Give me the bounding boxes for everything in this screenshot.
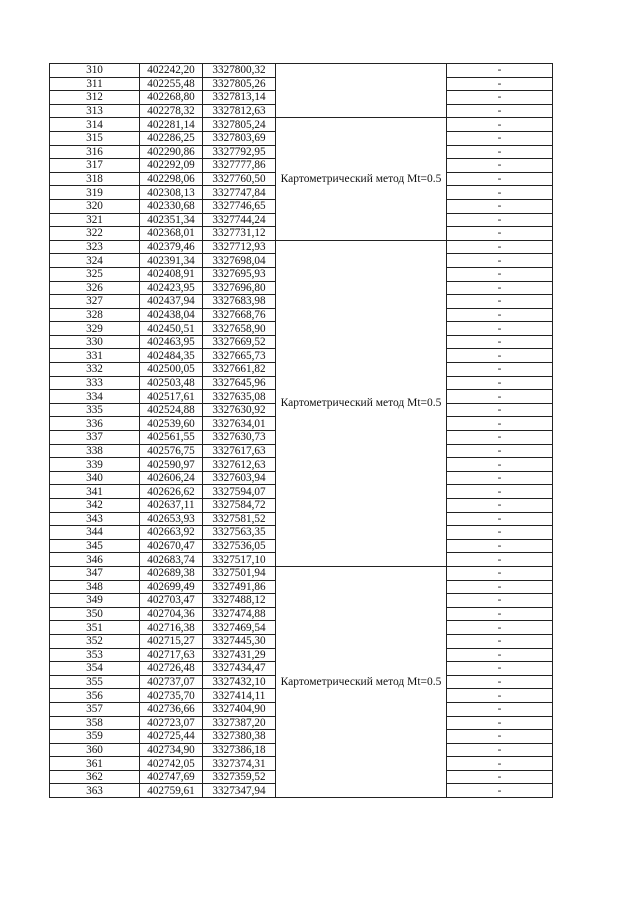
- x-coordinate-cell: 402286,25: [140, 131, 203, 145]
- point-number-cell: 310: [50, 64, 140, 78]
- x-coordinate-cell: 402351,34: [140, 213, 203, 227]
- x-coordinate-cell: 402726,48: [140, 662, 203, 676]
- point-number-cell: 344: [50, 526, 140, 540]
- y-coordinate-cell: 3327665,73: [203, 349, 276, 363]
- note-cell: -: [447, 526, 553, 540]
- y-coordinate-cell: 3327668,76: [203, 308, 276, 322]
- x-coordinate-cell: 402576,75: [140, 444, 203, 458]
- point-number-cell: 336: [50, 417, 140, 431]
- note-cell: -: [447, 295, 553, 309]
- x-coordinate-cell: 402725,44: [140, 730, 203, 744]
- y-coordinate-cell: 3327698,04: [203, 254, 276, 268]
- coordinates-table: [49, 63, 553, 798]
- y-coordinate-cell: 3327612,63: [203, 458, 276, 472]
- y-coordinate-cell: 3327696,80: [203, 281, 276, 295]
- point-number-cell: 321: [50, 213, 140, 227]
- point-number-cell: 346: [50, 553, 140, 567]
- note-cell: -: [447, 308, 553, 322]
- y-coordinate-cell: 3327603,94: [203, 471, 276, 485]
- note-cell: -: [447, 118, 553, 132]
- note-cell: -: [447, 91, 553, 105]
- note-cell: -: [447, 444, 553, 458]
- y-coordinate-cell: 3327387,20: [203, 716, 276, 730]
- y-coordinate-cell: 3327581,52: [203, 512, 276, 526]
- coordinates-sheet: [49, 63, 551, 798]
- point-number-cell: 350: [50, 607, 140, 621]
- point-number-cell: 317: [50, 159, 140, 173]
- point-number-cell: 323: [50, 240, 140, 254]
- point-number-cell: 362: [50, 770, 140, 784]
- y-coordinate-cell: 3327347,94: [203, 784, 276, 798]
- note-cell: -: [447, 335, 553, 349]
- note-cell: -: [447, 702, 553, 716]
- x-coordinate-cell: 402737,07: [140, 675, 203, 689]
- y-coordinate-cell: 3327695,93: [203, 267, 276, 281]
- y-coordinate-cell: 3327746,65: [203, 199, 276, 213]
- y-coordinate-cell: 3327404,90: [203, 702, 276, 716]
- point-number-cell: 360: [50, 743, 140, 757]
- note-cell: -: [447, 689, 553, 703]
- y-coordinate-cell: 3327536,05: [203, 539, 276, 553]
- y-coordinate-cell: 3327432,10: [203, 675, 276, 689]
- y-coordinate-cell: 3327617,63: [203, 444, 276, 458]
- note-cell: -: [447, 77, 553, 91]
- y-coordinate-cell: 3327658,90: [203, 322, 276, 336]
- method-cell: Картометрический метод Mt=0.5: [276, 566, 447, 797]
- note-cell: -: [447, 213, 553, 227]
- point-number-cell: 361: [50, 757, 140, 771]
- x-coordinate-cell: 402715,27: [140, 634, 203, 648]
- note-cell: -: [447, 784, 553, 798]
- note-cell: -: [447, 254, 553, 268]
- point-number-cell: 351: [50, 621, 140, 635]
- y-coordinate-cell: 3327386,18: [203, 743, 276, 757]
- x-coordinate-cell: 402517,61: [140, 390, 203, 404]
- x-coordinate-cell: 402278,32: [140, 104, 203, 118]
- x-coordinate-cell: 402759,61: [140, 784, 203, 798]
- y-coordinate-cell: 3327501,94: [203, 566, 276, 580]
- note-cell: -: [447, 553, 553, 567]
- point-number-cell: 319: [50, 186, 140, 200]
- x-coordinate-cell: 402703,47: [140, 594, 203, 608]
- note-cell: -: [447, 431, 553, 445]
- x-coordinate-cell: 402716,38: [140, 621, 203, 635]
- y-coordinate-cell: 3327669,52: [203, 335, 276, 349]
- x-coordinate-cell: 402438,04: [140, 308, 203, 322]
- point-number-cell: 332: [50, 363, 140, 377]
- point-number-cell: 329: [50, 322, 140, 336]
- x-coordinate-cell: 402503,48: [140, 376, 203, 390]
- x-coordinate-cell: 402437,94: [140, 295, 203, 309]
- note-cell: -: [447, 390, 553, 404]
- note-cell: -: [447, 770, 553, 784]
- y-coordinate-cell: 3327474,88: [203, 607, 276, 621]
- x-coordinate-cell: 402561,55: [140, 431, 203, 445]
- point-number-cell: 327: [50, 295, 140, 309]
- x-coordinate-cell: 402308,13: [140, 186, 203, 200]
- note-cell: -: [447, 199, 553, 213]
- note-cell: -: [447, 363, 553, 377]
- point-number-cell: 328: [50, 308, 140, 322]
- y-coordinate-cell: 3327777,86: [203, 159, 276, 173]
- note-cell: -: [447, 634, 553, 648]
- point-number-cell: 349: [50, 594, 140, 608]
- point-number-cell: 353: [50, 648, 140, 662]
- y-coordinate-cell: 3327431,29: [203, 648, 276, 662]
- x-coordinate-cell: 402391,34: [140, 254, 203, 268]
- note-cell: -: [447, 757, 553, 771]
- y-coordinate-cell: 3327445,30: [203, 634, 276, 648]
- y-coordinate-cell: 3327731,12: [203, 227, 276, 241]
- point-number-cell: 326: [50, 281, 140, 295]
- x-coordinate-cell: 402524,88: [140, 403, 203, 417]
- point-number-cell: 357: [50, 702, 140, 716]
- x-coordinate-cell: 402330,68: [140, 199, 203, 213]
- point-number-cell: 355: [50, 675, 140, 689]
- y-coordinate-cell: 3327712,93: [203, 240, 276, 254]
- note-cell: -: [447, 159, 553, 173]
- note-cell: -: [447, 322, 553, 336]
- point-number-cell: 341: [50, 485, 140, 499]
- x-coordinate-cell: 402663,92: [140, 526, 203, 540]
- x-coordinate-cell: 402735,70: [140, 689, 203, 703]
- x-coordinate-cell: 402689,38: [140, 566, 203, 580]
- point-number-cell: 343: [50, 512, 140, 526]
- y-coordinate-cell: 3327760,50: [203, 172, 276, 186]
- y-coordinate-cell: 3327584,72: [203, 499, 276, 513]
- point-number-cell: 339: [50, 458, 140, 472]
- method-cell: Картометрический метод Mt=0.5: [276, 118, 447, 240]
- note-cell: -: [447, 417, 553, 431]
- note-cell: -: [447, 607, 553, 621]
- method-cell: Картометрический метод Mt=0.5: [276, 240, 447, 566]
- note-cell: -: [447, 471, 553, 485]
- x-coordinate-cell: 402736,66: [140, 702, 203, 716]
- y-coordinate-cell: 3327635,08: [203, 390, 276, 404]
- y-coordinate-cell: 3327744,24: [203, 213, 276, 227]
- x-coordinate-cell: 402747,69: [140, 770, 203, 784]
- y-coordinate-cell: 3327434,47: [203, 662, 276, 676]
- y-coordinate-cell: 3327359,52: [203, 770, 276, 784]
- point-number-cell: 345: [50, 539, 140, 553]
- point-number-cell: 347: [50, 566, 140, 580]
- x-coordinate-cell: 402699,49: [140, 580, 203, 594]
- x-coordinate-cell: 402408,91: [140, 267, 203, 281]
- table-row: [50, 64, 553, 78]
- x-coordinate-cell: 402683,74: [140, 553, 203, 567]
- y-coordinate-cell: 3327488,12: [203, 594, 276, 608]
- note-cell: -: [447, 662, 553, 676]
- y-coordinate-cell: 3327634,01: [203, 417, 276, 431]
- note-cell: -: [447, 566, 553, 580]
- table-row: [50, 118, 553, 132]
- point-number-cell: 358: [50, 716, 140, 730]
- point-number-cell: 322: [50, 227, 140, 241]
- note-cell: -: [447, 512, 553, 526]
- y-coordinate-cell: 3327792,95: [203, 145, 276, 159]
- x-coordinate-cell: 402379,46: [140, 240, 203, 254]
- point-number-cell: 334: [50, 390, 140, 404]
- y-coordinate-cell: 3327517,10: [203, 553, 276, 567]
- y-coordinate-cell: 3327469,54: [203, 621, 276, 635]
- table-row: [50, 566, 553, 580]
- x-coordinate-cell: 402368,01: [140, 227, 203, 241]
- point-number-cell: 340: [50, 471, 140, 485]
- point-number-cell: 330: [50, 335, 140, 349]
- x-coordinate-cell: 402606,24: [140, 471, 203, 485]
- note-cell: -: [447, 539, 553, 553]
- x-coordinate-cell: 402292,09: [140, 159, 203, 173]
- x-coordinate-cell: 402423,95: [140, 281, 203, 295]
- x-coordinate-cell: 402463,95: [140, 335, 203, 349]
- y-coordinate-cell: 3327645,96: [203, 376, 276, 390]
- point-number-cell: 324: [50, 254, 140, 268]
- note-cell: -: [447, 172, 553, 186]
- note-cell: -: [447, 730, 553, 744]
- y-coordinate-cell: 3327563,35: [203, 526, 276, 540]
- x-coordinate-cell: 402653,93: [140, 512, 203, 526]
- x-coordinate-cell: 402590,97: [140, 458, 203, 472]
- note-cell: -: [447, 675, 553, 689]
- point-number-cell: 318: [50, 172, 140, 186]
- point-number-cell: 359: [50, 730, 140, 744]
- y-coordinate-cell: 3327491,86: [203, 580, 276, 594]
- note-cell: -: [447, 227, 553, 241]
- note-cell: -: [447, 403, 553, 417]
- point-number-cell: 342: [50, 499, 140, 513]
- note-cell: -: [447, 648, 553, 662]
- coordinates-table-body: [50, 64, 553, 798]
- y-coordinate-cell: 3327800,32: [203, 64, 276, 78]
- x-coordinate-cell: 402704,36: [140, 607, 203, 621]
- note-cell: -: [447, 716, 553, 730]
- point-number-cell: 356: [50, 689, 140, 703]
- y-coordinate-cell: 3327805,26: [203, 77, 276, 91]
- x-coordinate-cell: 402268,80: [140, 91, 203, 105]
- note-cell: -: [447, 240, 553, 254]
- note-cell: -: [447, 186, 553, 200]
- x-coordinate-cell: 402742,05: [140, 757, 203, 771]
- x-coordinate-cell: 402484,35: [140, 349, 203, 363]
- point-number-cell: 348: [50, 580, 140, 594]
- point-number-cell: 313: [50, 104, 140, 118]
- point-number-cell: 331: [50, 349, 140, 363]
- x-coordinate-cell: 402500,05: [140, 363, 203, 377]
- y-coordinate-cell: 3327594,07: [203, 485, 276, 499]
- y-coordinate-cell: 3327630,73: [203, 431, 276, 445]
- note-cell: -: [447, 743, 553, 757]
- point-number-cell: 337: [50, 431, 140, 445]
- note-cell: -: [447, 499, 553, 513]
- point-number-cell: 325: [50, 267, 140, 281]
- point-number-cell: 312: [50, 91, 140, 105]
- point-number-cell: 315: [50, 131, 140, 145]
- point-number-cell: 352: [50, 634, 140, 648]
- point-number-cell: 316: [50, 145, 140, 159]
- point-number-cell: 335: [50, 403, 140, 417]
- note-cell: -: [447, 104, 553, 118]
- x-coordinate-cell: 402637,11: [140, 499, 203, 513]
- point-number-cell: 338: [50, 444, 140, 458]
- note-cell: -: [447, 281, 553, 295]
- y-coordinate-cell: 3327630,92: [203, 403, 276, 417]
- note-cell: -: [447, 458, 553, 472]
- y-coordinate-cell: 3327812,63: [203, 104, 276, 118]
- note-cell: -: [447, 64, 553, 78]
- y-coordinate-cell: 3327414,11: [203, 689, 276, 703]
- y-coordinate-cell: 3327661,82: [203, 363, 276, 377]
- table-row: [50, 240, 553, 254]
- y-coordinate-cell: 3327805,24: [203, 118, 276, 132]
- x-coordinate-cell: 402281,14: [140, 118, 203, 132]
- note-cell: -: [447, 621, 553, 635]
- point-number-cell: 354: [50, 662, 140, 676]
- note-cell: -: [447, 376, 553, 390]
- note-cell: -: [447, 145, 553, 159]
- x-coordinate-cell: 402298,06: [140, 172, 203, 186]
- y-coordinate-cell: 3327380,38: [203, 730, 276, 744]
- x-coordinate-cell: 402626,62: [140, 485, 203, 499]
- point-number-cell: 314: [50, 118, 140, 132]
- point-number-cell: 320: [50, 199, 140, 213]
- point-number-cell: 333: [50, 376, 140, 390]
- method-cell: [276, 64, 447, 118]
- x-coordinate-cell: 402450,51: [140, 322, 203, 336]
- note-cell: -: [447, 580, 553, 594]
- note-cell: -: [447, 349, 553, 363]
- x-coordinate-cell: 402670,47: [140, 539, 203, 553]
- note-cell: -: [447, 131, 553, 145]
- x-coordinate-cell: 402717,63: [140, 648, 203, 662]
- point-number-cell: 311: [50, 77, 140, 91]
- y-coordinate-cell: 3327813,14: [203, 91, 276, 105]
- x-coordinate-cell: 402734,90: [140, 743, 203, 757]
- point-number-cell: 363: [50, 784, 140, 798]
- y-coordinate-cell: 3327683,98: [203, 295, 276, 309]
- x-coordinate-cell: 402255,48: [140, 77, 203, 91]
- x-coordinate-cell: 402539,60: [140, 417, 203, 431]
- y-coordinate-cell: 3327374,31: [203, 757, 276, 771]
- y-coordinate-cell: 3327803,69: [203, 131, 276, 145]
- x-coordinate-cell: 402242,20: [140, 64, 203, 78]
- note-cell: -: [447, 485, 553, 499]
- x-coordinate-cell: 402290,86: [140, 145, 203, 159]
- y-coordinate-cell: 3327747,84: [203, 186, 276, 200]
- note-cell: -: [447, 267, 553, 281]
- x-coordinate-cell: 402723,07: [140, 716, 203, 730]
- note-cell: -: [447, 594, 553, 608]
